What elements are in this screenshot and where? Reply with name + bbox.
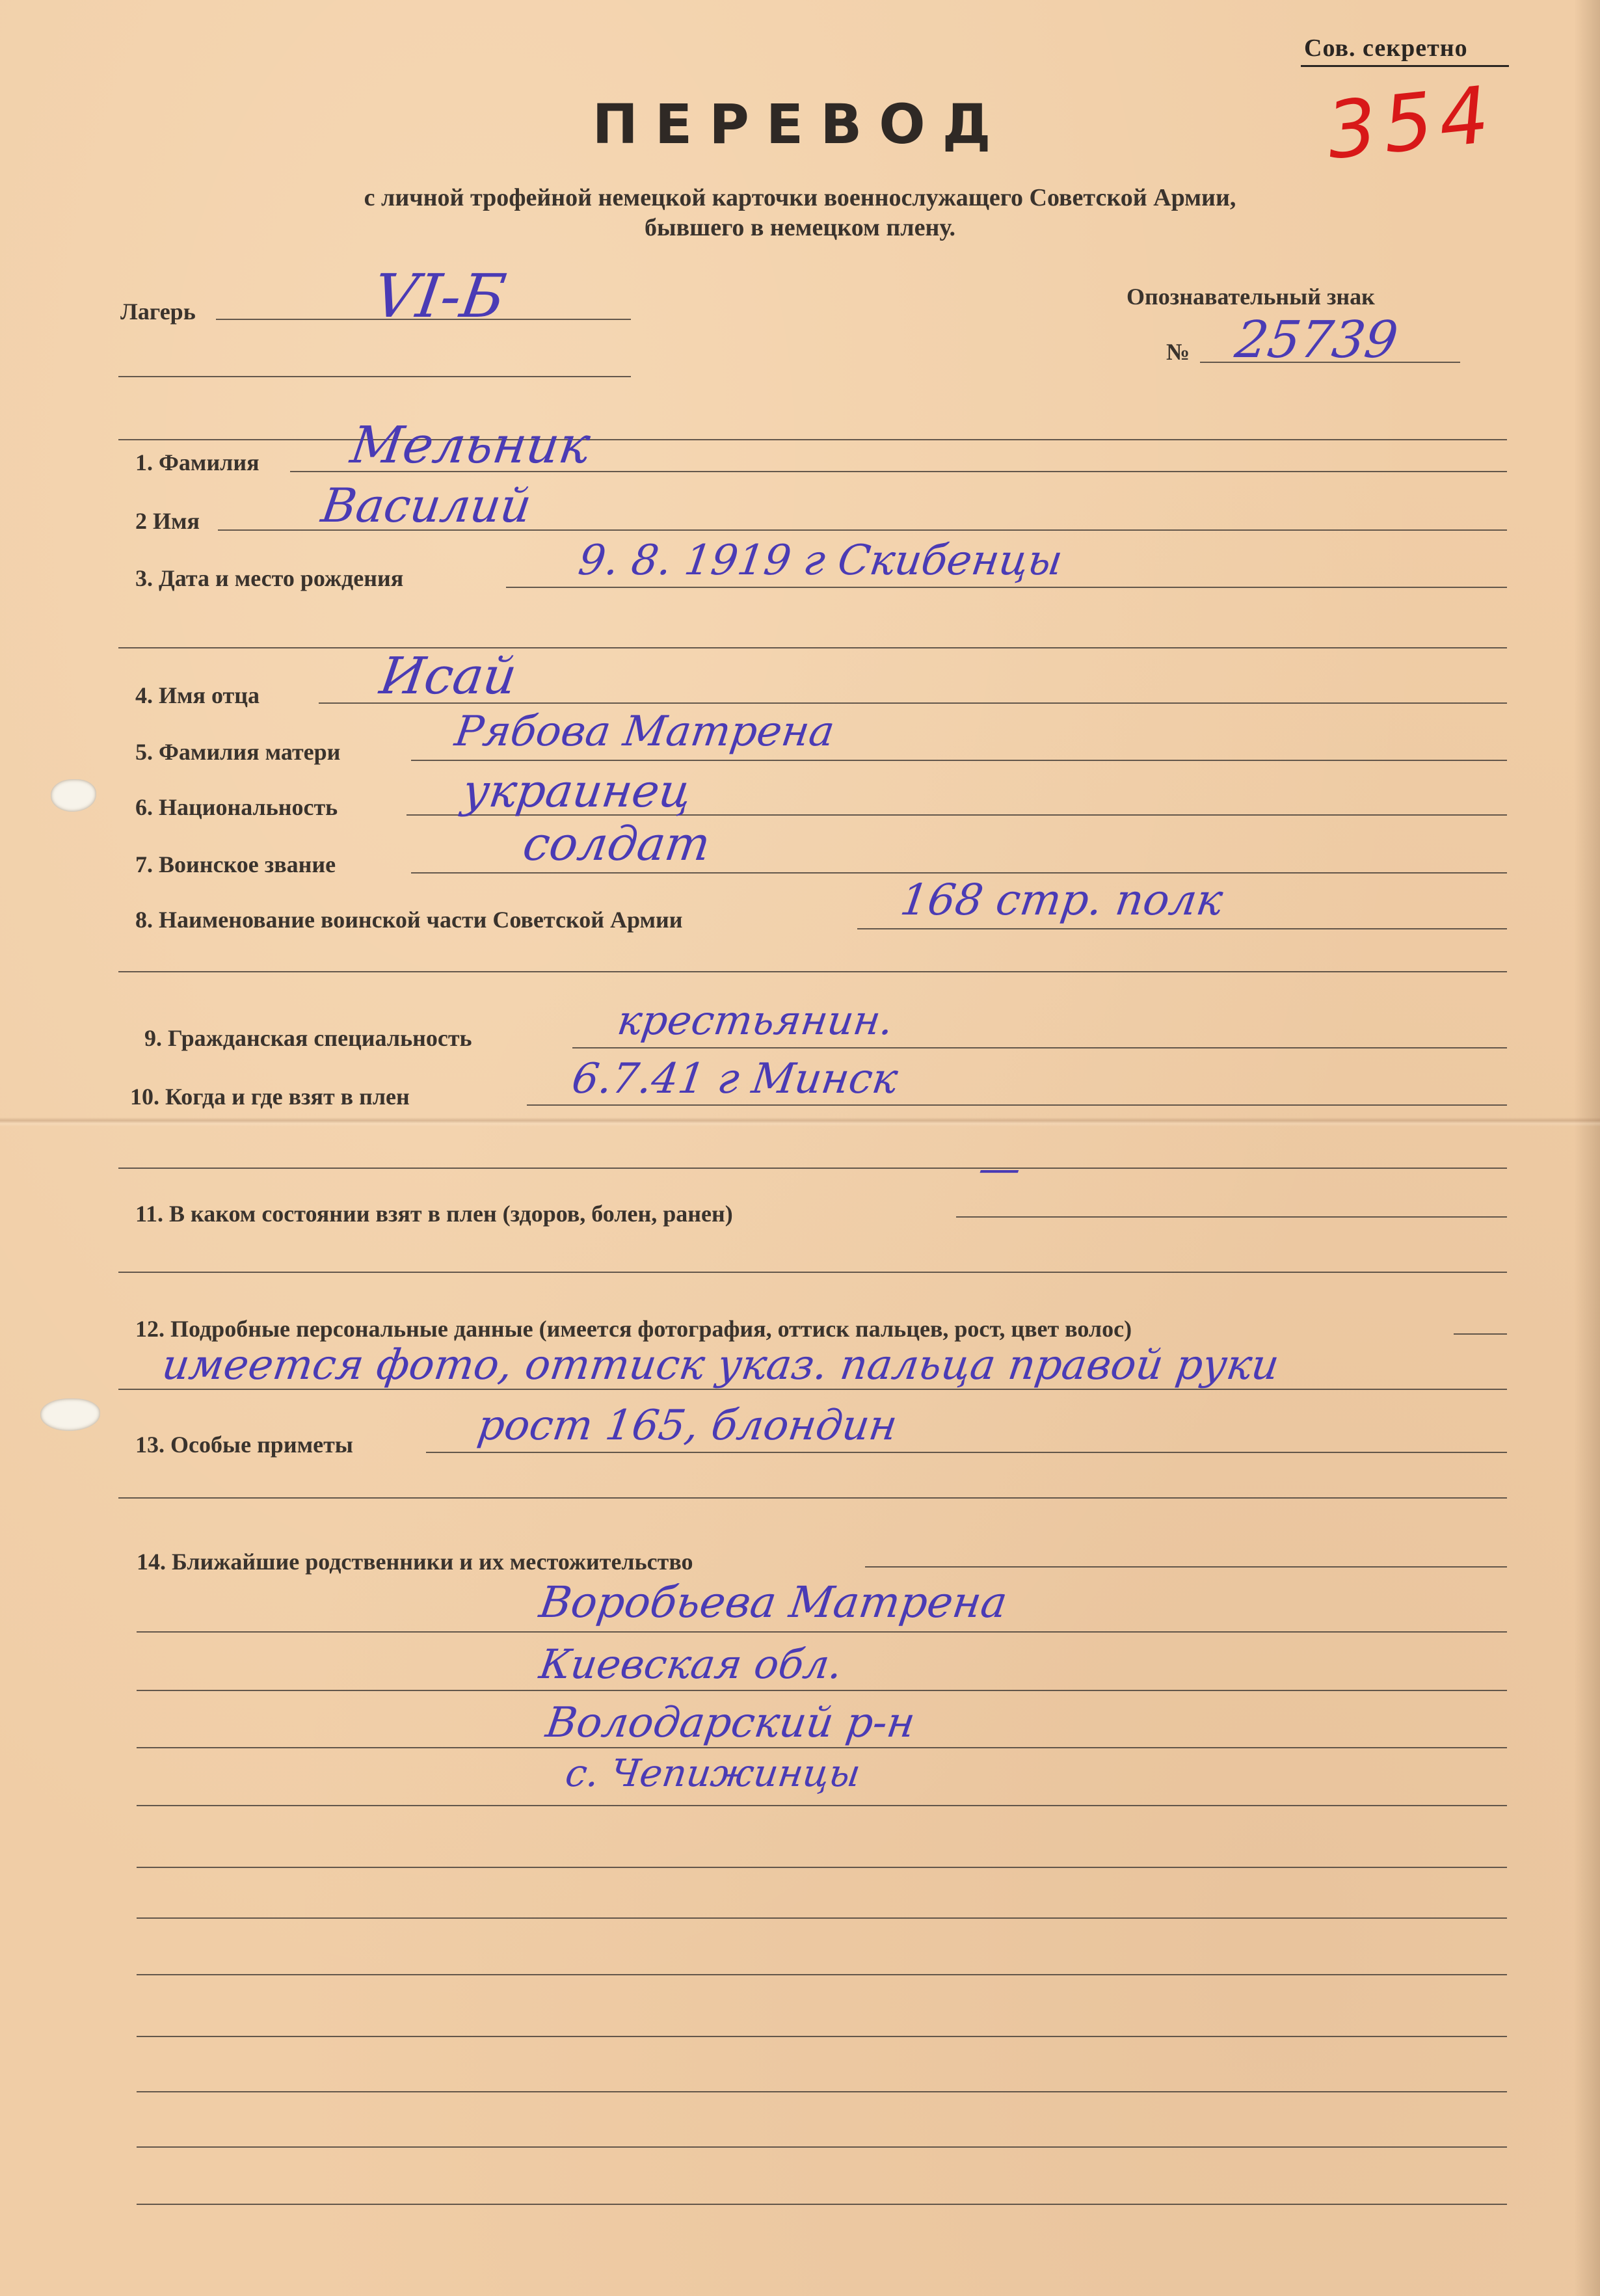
mother-surname-value: Рябова Матрена: [451, 708, 838, 756]
relatives-line-5: [137, 1805, 1507, 1806]
page-title: ПЕРЕВОД: [592, 92, 1008, 156]
mother-surname-line: [411, 760, 1507, 761]
captured-label: 10. Когда и где взят в плен: [130, 1084, 410, 1110]
classification-underline: [1301, 65, 1509, 67]
personal-data-label: 12. Подробные персональные данные (имеется фотография, оттиск пальцев, рост, цвет волос): [135, 1316, 1132, 1342]
surname-value: Мельник: [347, 416, 594, 475]
first-name-value: Василий: [318, 478, 535, 533]
case-number: 354: [1322, 69, 1500, 178]
subtitle-line-2: бывшего в немецком плену.: [644, 214, 956, 241]
rank-value: солдат: [520, 816, 714, 871]
first-name-label: 2 Имя: [135, 508, 200, 534]
subtitle-line-1: с личной трофейной немецкой карточки военнослужащего Советской Армии,: [364, 184, 1236, 211]
id-tag-number-sign: №: [1166, 339, 1190, 365]
relatives-value-line-4: с. Чепижинцы: [563, 1751, 864, 1795]
relatives-line-6: [137, 1867, 1507, 1868]
special-marks-value: рост 165, блондин: [474, 1402, 900, 1450]
relatives-line-3: [137, 1690, 1507, 1691]
relatives-label: 14. Ближайшие родственники и их местожительство: [137, 1549, 693, 1575]
captured-line-2: [118, 1168, 1507, 1169]
personal-data-line: [1454, 1333, 1507, 1335]
nationality-value: украинец: [459, 764, 695, 818]
surname-label: 1. Фамилия: [135, 449, 260, 475]
camp-value: VI-Б: [369, 261, 511, 331]
id-tag-label: Опознавательный знак: [1127, 284, 1375, 310]
id-tag-value: 25739: [1231, 311, 1402, 369]
unit-label: 8. Наименование воинской части Советской Армии: [135, 907, 683, 933]
separator-line: [118, 439, 1507, 440]
unit-value: 168 стр. полк: [897, 875, 1226, 925]
relatives-line-12: [137, 2204, 1507, 2205]
special-marks-line: [426, 1452, 1507, 1453]
condition-line: [956, 1216, 1507, 1218]
birth-label: 3. Дата и место рождения: [135, 565, 404, 591]
condition-label: 11. В каком состоянии взят в плен (здоров, болен, ранен): [135, 1201, 733, 1227]
unit-line-2: [118, 971, 1507, 972]
civil-profession-line: [572, 1047, 1507, 1048]
special-marks-label: 13. Особые приметы: [135, 1432, 353, 1458]
rank-label: 7. Воинское звание: [135, 851, 336, 877]
rank-line: [411, 872, 1507, 874]
mother-surname-label: 5. Фамилия матери: [135, 739, 341, 765]
relatives-line-7: [137, 1917, 1507, 1919]
relatives-line-11: [137, 2146, 1507, 2148]
nationality-label: 6. Национальность: [135, 794, 338, 820]
father-name-label: 4. Имя отца: [135, 682, 260, 708]
relatives-value-line-1: Воробьева Матрена: [536, 1577, 1011, 1627]
unit-line: [857, 928, 1507, 929]
captured-line: [527, 1104, 1507, 1106]
relatives-line-9: [137, 2036, 1507, 2037]
relatives-line-8: [137, 1974, 1507, 1975]
birth-value: 9. 8. 1919 г Скибенцы: [575, 537, 1066, 585]
captured-value: 6.7.41 г Минск: [568, 1055, 901, 1103]
civil-profession-value: крестьянин.: [614, 996, 897, 1044]
condition-value: —: [975, 1145, 1024, 1193]
paper-fold: [0, 1117, 1600, 1127]
birth-line-2: [118, 647, 1507, 648]
classification-stamp: Сов. секретно: [1304, 34, 1468, 62]
relatives-line: [865, 1566, 1507, 1568]
personal-data-value: имеется фото, оттиск указ. пальца правой руки: [159, 1341, 1282, 1389]
paper-edge-shadow: [1574, 0, 1600, 2296]
relatives-value-line-2: Киевская обл.: [536, 1640, 846, 1688]
condition-line-2: [118, 1272, 1507, 1273]
relatives-line-2: [137, 1631, 1507, 1633]
relatives-value-line-3: Володарский р-н: [542, 1699, 918, 1747]
civil-profession-label: 9. Гражданская специальность: [144, 1025, 472, 1051]
camp-line-2: [118, 376, 631, 377]
birth-line: [506, 587, 1507, 588]
relatives-line-10: [137, 2091, 1507, 2092]
special-marks-line-2: [118, 1497, 1507, 1499]
relatives-line-4: [137, 1747, 1507, 1748]
camp-label: Лагерь: [120, 299, 196, 325]
father-name-value: Исай: [376, 647, 520, 706]
